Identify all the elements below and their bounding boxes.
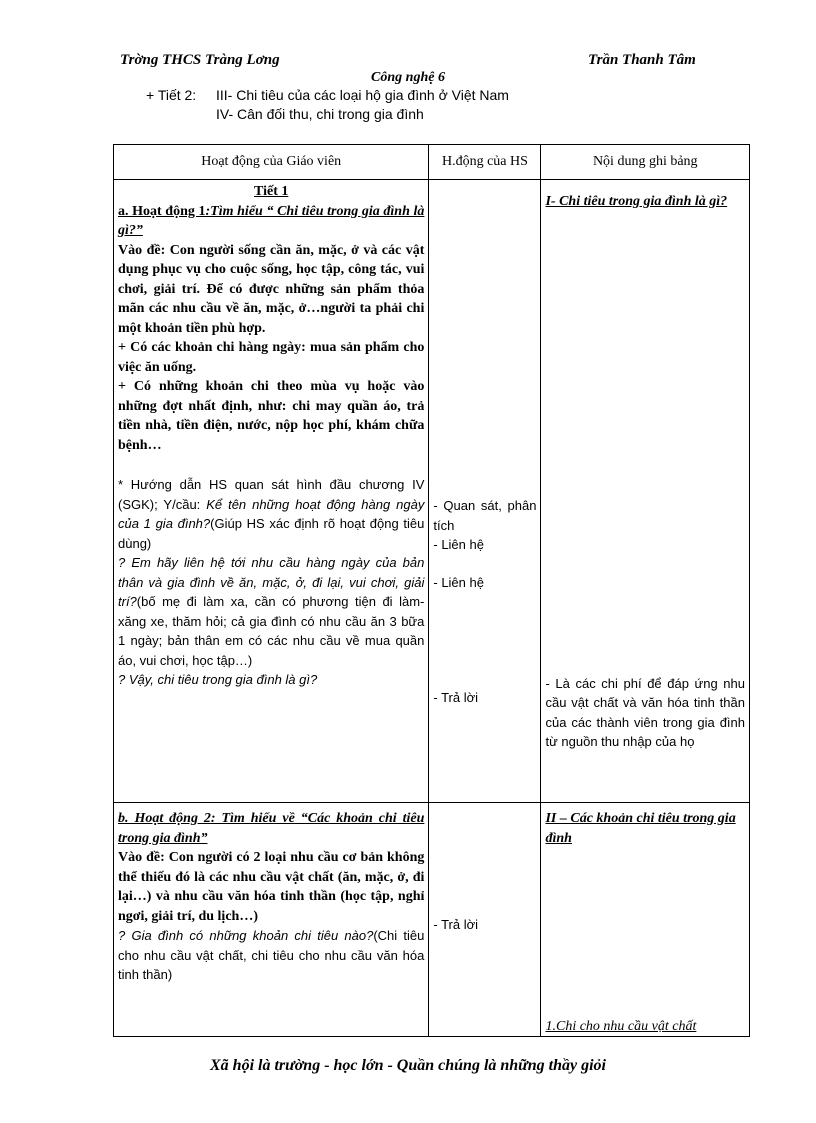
notes-section-2-title: II – Các khoản chi tiêu trong gia đình <box>545 811 736 846</box>
activity-2-intro: Vào đề: Con người có 2 loại nhu cầu cơ bản không thể thiếu đó là các nhu cầu vật chất (ăn, mặc, ở, đi lại…) và nhu cầu văn hóa tinh thần (học tập, nghỉ ngơi, giải trí, du lịch…) <box>118 850 425 924</box>
hs-answer-1: - Trả lời <box>433 690 479 705</box>
activity-1-question-2: ? Vậy, chi tiêu trong gia đình là gì? <box>118 672 318 687</box>
activity-2-question-note: (Chi tiêu cho nhu cầu vật chất, chi tiêu cho nhu cầu văn hóa tinh thần) <box>118 928 425 982</box>
notes-cell-2 <box>541 803 750 1037</box>
header-board-notes: Nội dung ghi bảng <box>541 145 750 180</box>
activity-1-label: a. Hoạt động 1 <box>118 203 206 219</box>
table-row <box>114 803 750 1037</box>
activity-1-title <box>118 202 424 241</box>
hs-relate-1: - Liên hệ <box>433 537 484 552</box>
question-1-note: (bố mẹ đi làm xa, cần có phương tiện đi làm- xăng xe, thăm hỏi; cả gia đình có nhu cầu ăn 3 bữa 1 ngày; bản thân em có các nhu cầu về mua quần áo, vui chơi, học tập…) <box>118 594 425 668</box>
student-cell-1 <box>429 180 541 803</box>
teacher-cell-1 <box>114 180 429 803</box>
activity-1-bullet-2: + Có những khoản chi theo mùa vụ hoặc vào những đợt nhất định, như: chi may quần áo, trả tiền nhà, tiền điện, nước, nộp học phí, khám chữa bệnh… <box>118 379 425 453</box>
header-teacher-activity: Hoạt động của Giáo viên <box>114 145 429 180</box>
activity-1-bullet-1: + Có các khoản chi hàng ngày: mua sản phẩm cho việc ăn uống. <box>118 340 425 375</box>
activity-1-intro: Vào đề: Con người sống cần ăn, mặc, ở và các vật dụng phục vụ cho cuộc sống, học tập, công tác, vui chơi, giải trí. Để có được những sản phẩm thỏa mãn các nhu cầu về ăn, mặc, ở…người ta phải chi một khoản tiền phù hợp. <box>118 242 425 336</box>
activity-1-guide <box>118 475 424 553</box>
plan-label: + Tiết 2: <box>146 87 197 103</box>
teacher-cell-2 <box>114 803 429 1037</box>
header-school: Trờng THCS Tràng Lơng <box>120 52 280 68</box>
header-student-activity: H.động của HS <box>429 145 541 180</box>
activity-2-title: b. Hoạt động 2: Tìm hiểu về “Các khoản chi tiêu trong gia đình” <box>118 811 425 846</box>
notes-section-1-title: I- Chi tiêu trong gia đình là gì? <box>545 194 728 209</box>
table-header-row <box>114 145 750 180</box>
notes-cell-1 <box>541 180 750 803</box>
guide-question: Kể tên những hoạt động hàng ngày của 1 gia đình? <box>118 496 425 531</box>
table-row <box>114 180 750 803</box>
hs-answer-2: - Trả lời <box>433 917 479 932</box>
header-teacher: Trần Thanh Tâm <box>588 52 696 68</box>
student-cell-2 <box>429 803 541 1037</box>
notes-section-1-body: - Là các chi phí để đáp ứng nhu cầu vật chất và văn hóa tinh thần của các thành viên trong gia đình từ nguồn thu nhập của họ <box>545 675 745 749</box>
activity-1-question-1 <box>118 553 424 670</box>
plan-item-3: III- Chi tiêu của các loại hộ gia đình ở Việt Nam <box>216 87 509 103</box>
hs-observe: - Quan sát, phân tích <box>433 498 537 533</box>
activity-1-topic: :Tìm hiểu “ Chi tiêu trong gia đình là gì?” <box>118 203 425 238</box>
guide-note: (Giúp HS xác định rõ hoạt động tiêu dùng) <box>118 516 425 551</box>
activity-2-question <box>118 926 424 985</box>
activity-2-question-text: ? Gia đình có những khoản chi tiêu nào? <box>118 928 374 943</box>
question-1-text: ? Em hãy liên hệ tới nhu cầu hàng ngày của bản thân và gia đình về ăn, mặc, ở, đi lại, vui chơi, giải trí? <box>118 555 425 609</box>
plan-line-1 <box>146 87 509 103</box>
guide-text: * Hướng dẫn HS quan sát hình đầu chương IV (SGK); Y/cầu: <box>118 477 425 512</box>
lesson-period: Tiết 1 <box>254 184 289 199</box>
hs-relate-2: - Liên hệ <box>433 574 484 590</box>
lesson-table <box>113 144 750 1037</box>
notes-section-2-subtitle: 1.Chi cho nhu cầu vật chất <box>545 1018 697 1034</box>
header-subject: Công nghệ 6 <box>371 70 445 85</box>
footer-motto: Xã hội là trường - học lớn - Quần chúng là những thầy giỏi <box>210 1057 606 1074</box>
plan-item-4: IV- Cân đối thu, chi trong gia đình <box>216 106 424 122</box>
